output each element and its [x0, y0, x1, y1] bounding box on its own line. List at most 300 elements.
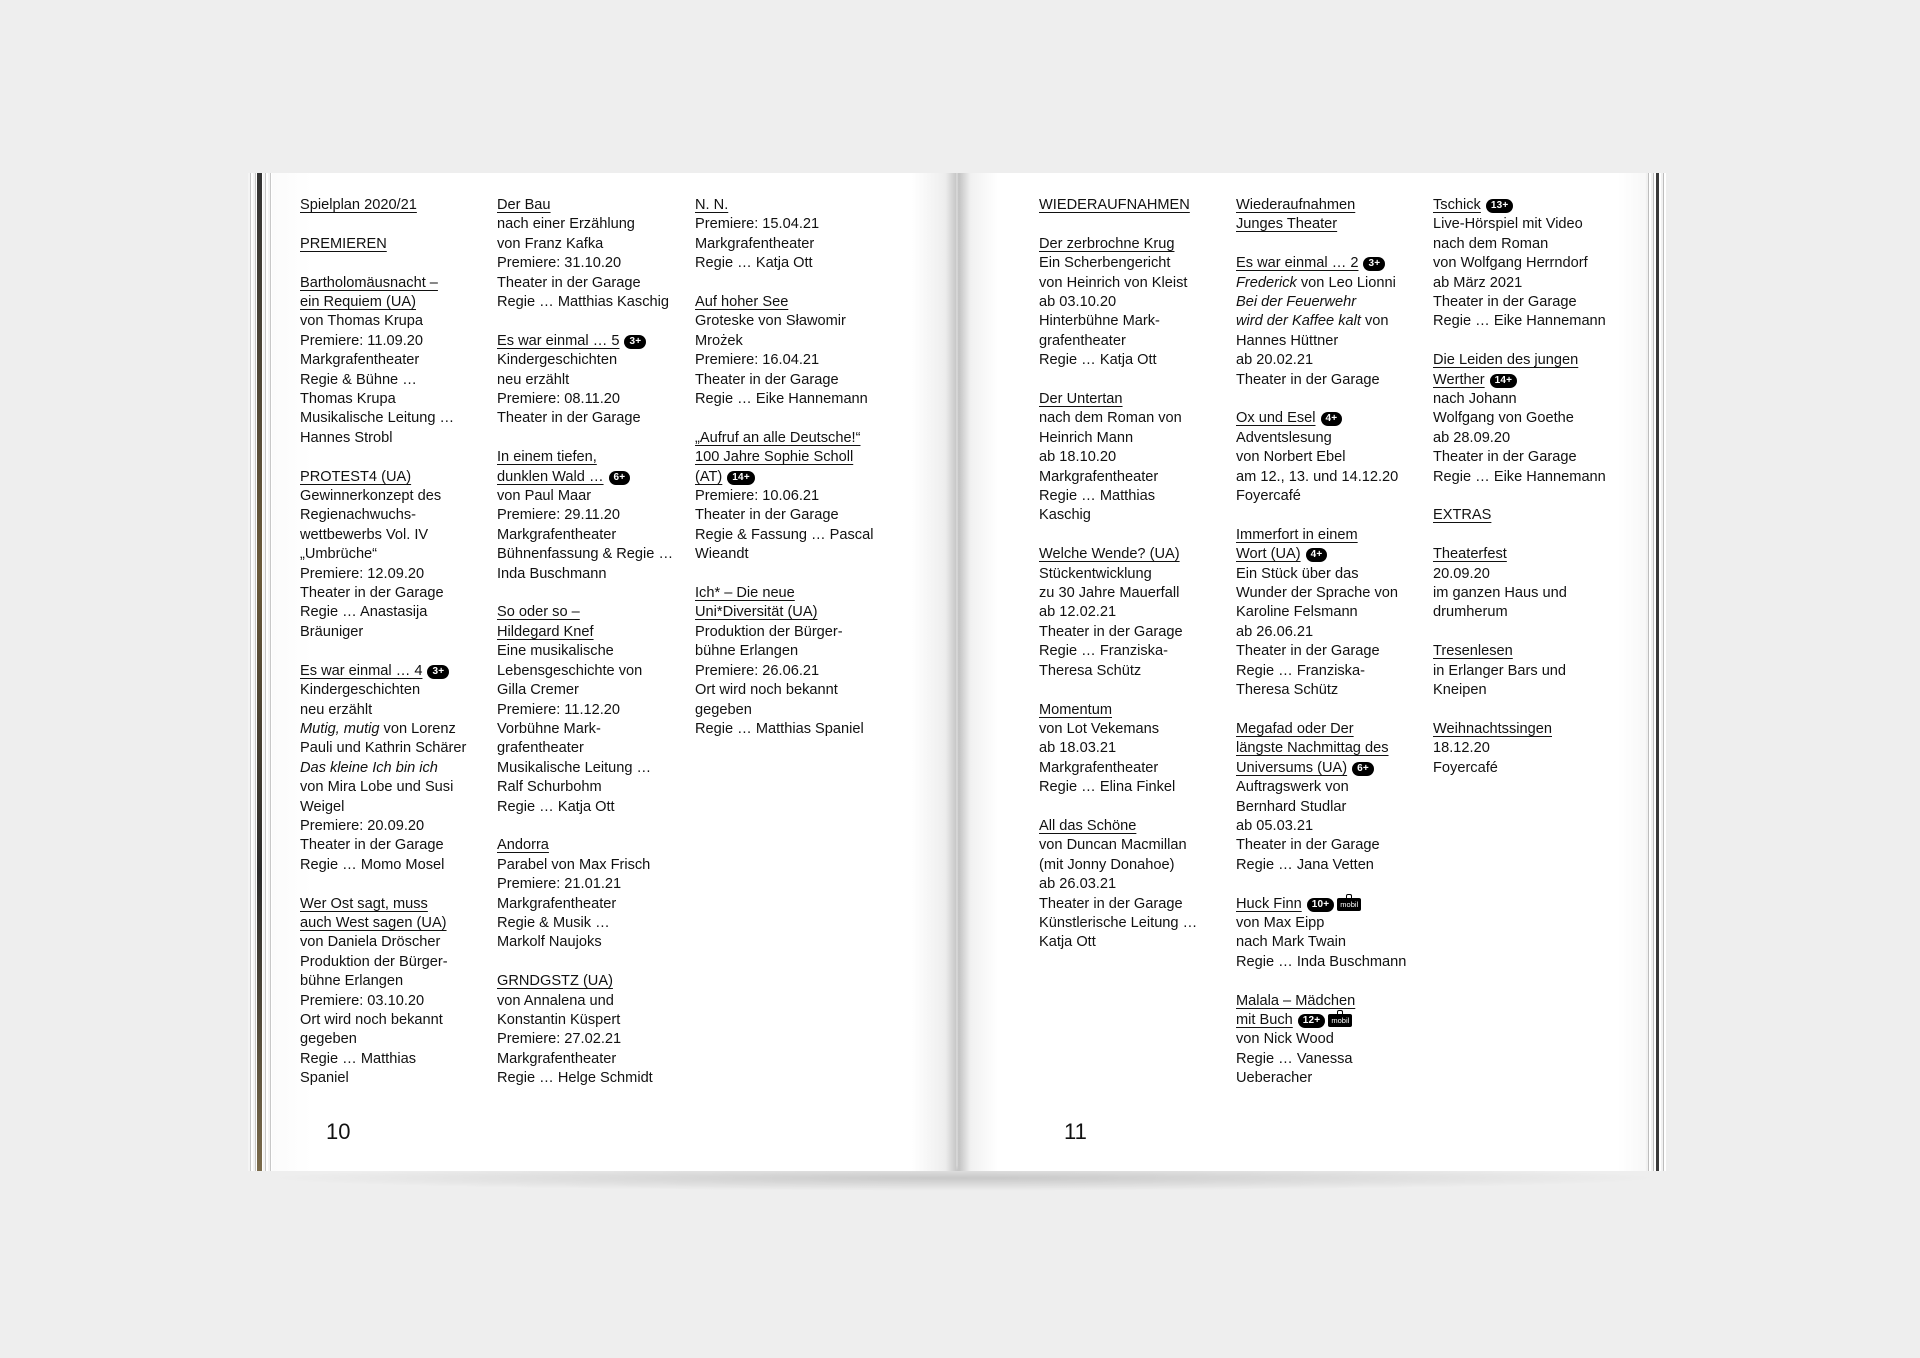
entry-text: Premiere: 27.02.21 — [497, 1031, 622, 1048]
entry-text: grafentheater — [1039, 332, 1126, 349]
entry-line — [695, 254, 895, 273]
entry-line — [1039, 448, 1239, 467]
entry-title-text: GRNDGSTZ (UA) — [497, 973, 613, 990]
entry-text: Bernhard Studlar — [1236, 798, 1347, 815]
entry-title — [1236, 992, 1436, 1011]
entry-text: Theater in der Garage — [1433, 449, 1577, 466]
entry-line — [300, 623, 500, 642]
age-badge: 10+ — [1307, 898, 1335, 912]
entry-text: Musikalische Leitung … — [497, 759, 652, 776]
entry-line — [1039, 274, 1239, 293]
entry-text: Foyercafé — [1236, 488, 1301, 505]
entry-line — [1039, 409, 1239, 428]
entry-title — [1236, 545, 1436, 564]
programme-entry — [695, 429, 895, 565]
entry-title-text: Wiederaufnahmen — [1236, 197, 1356, 213]
entry-line — [497, 1069, 697, 1088]
entry-text: Theater in der Garage — [1236, 837, 1380, 854]
entry-text: nach dem Roman von — [1039, 410, 1182, 427]
age-badge: 14+ — [1490, 374, 1518, 388]
entry-text: ab 05.03.21 — [1236, 817, 1314, 834]
entry-line — [300, 565, 500, 584]
page-edges-right — [1646, 173, 1666, 1171]
entry-line — [300, 506, 500, 525]
entry-title — [497, 623, 697, 642]
entry-line — [1433, 603, 1633, 622]
entry-text: Regie & Bühne … — [300, 371, 417, 388]
entry-text: Premiere: 31.10.20 — [497, 255, 622, 272]
entry-line — [497, 681, 697, 700]
entry-text: Regie … Anastasija — [300, 604, 428, 621]
entry-line — [695, 371, 895, 390]
entry-text: Regie … Matthias — [300, 1050, 416, 1067]
entry-title — [1236, 895, 1436, 914]
entry-text: Adventslesung — [1236, 429, 1332, 446]
entry-text: nach einer Erzählung — [497, 216, 635, 233]
entry-line — [497, 1050, 697, 1069]
entry-text: Premiere: 16.04.21 — [695, 352, 820, 369]
entry-line — [1039, 759, 1239, 778]
entry-line — [695, 720, 895, 739]
programme-entry — [497, 603, 697, 816]
entry-text: Premiere: 11.12.20 — [497, 701, 621, 718]
column-p10-c3 — [695, 196, 895, 759]
entry-text: Konstantin Küspert — [497, 1011, 621, 1028]
programme-entry — [1039, 817, 1239, 953]
entry-line — [1236, 798, 1436, 817]
entry-title — [497, 603, 697, 622]
entry-line — [300, 720, 500, 739]
programme-entry — [300, 274, 500, 449]
work-title-italic: Bei der Feuerwehr — [1236, 294, 1357, 311]
entry-text: Premiere: 10.06.21 — [695, 488, 820, 505]
entry-title — [1236, 739, 1436, 758]
entry-line — [497, 487, 697, 506]
entry-line — [300, 778, 500, 797]
entry-title — [1039, 817, 1239, 836]
entry-line — [1236, 371, 1436, 390]
entry-line — [1433, 409, 1633, 428]
entry-text: Bräuniger — [300, 623, 364, 640]
entry-line — [1039, 487, 1239, 506]
programme-entry — [300, 196, 500, 215]
entry-line — [1433, 235, 1633, 254]
entry-text: Karoline Felsmann — [1236, 604, 1358, 621]
entry-line — [1236, 642, 1436, 661]
entry-title — [1039, 235, 1239, 254]
entry-line — [300, 429, 500, 448]
programme-entry — [1236, 526, 1436, 701]
programme-entry — [1433, 642, 1633, 700]
entry-line — [695, 390, 895, 409]
entry-line — [1236, 778, 1436, 797]
entry-line — [1433, 390, 1633, 409]
entry-line — [695, 662, 895, 681]
entry-title-text: Der Bau — [497, 197, 551, 213]
entry-title — [1433, 720, 1633, 739]
entry-line — [695, 545, 895, 564]
entry-line — [300, 739, 500, 758]
entry-text: drumherum — [1433, 604, 1508, 621]
entry-line — [497, 1030, 697, 1049]
entry-line — [1039, 468, 1239, 487]
entry-text: Produktion der Bürger- — [300, 953, 448, 970]
entry-title-text: Momentum — [1039, 701, 1112, 718]
entry-text: ab 18.10.20 — [1039, 449, 1117, 466]
entry-text: Theater in der Garage — [1433, 294, 1577, 311]
entry-title — [695, 584, 895, 603]
entry-title — [1039, 545, 1239, 564]
entry-title-text: Bartholomäusnacht – — [300, 274, 438, 291]
entry-text: Premiere: 29.11.20 — [497, 507, 621, 524]
programme-entry — [497, 196, 697, 312]
entry-line — [497, 409, 697, 428]
entry-text: Regie … Inda Buschmann — [1236, 953, 1407, 970]
entry-title-text: Ox und Esel — [1236, 410, 1316, 427]
entry-text: Regie … Vanessa — [1236, 1050, 1353, 1067]
entry-line — [1433, 468, 1633, 487]
entry-title — [1433, 545, 1633, 564]
entry-text: im ganzen Haus und — [1433, 585, 1567, 602]
entry-line — [695, 215, 895, 234]
entry-title-text: Es war einmal … 4 — [300, 662, 423, 679]
entry-title-text: längste Nachmittag des — [1236, 740, 1389, 757]
entry-text: neu erzählt — [300, 701, 373, 718]
entry-text: Regie … Eike Hannemann — [695, 391, 868, 408]
entry-title-text: dunklen Wald … — [497, 468, 604, 485]
entry-line — [1433, 429, 1633, 448]
entry-line — [1433, 293, 1633, 312]
entry-line — [1236, 817, 1436, 836]
entry-line — [1236, 662, 1436, 681]
entry-line — [300, 487, 500, 506]
entry-title-text: Die Leiden des jungen — [1433, 352, 1579, 369]
entry-title-text: Tschick — [1433, 197, 1481, 213]
entry-line — [497, 293, 697, 312]
entry-text: Premiere: 26.06.21 — [695, 662, 820, 679]
entry-text: ab 20.02.21 — [1236, 352, 1314, 369]
age-badge: 12+ — [1298, 1014, 1326, 1028]
entry-text: Markgrafentheater — [1039, 468, 1159, 485]
entry-line — [1433, 274, 1633, 293]
entry-text: Mrożek — [695, 332, 743, 349]
text-segment: von Lorenz — [379, 720, 456, 737]
entry-line — [1039, 351, 1239, 370]
entry-text: ab 18.03.21 — [1039, 740, 1117, 757]
entry-title — [300, 468, 500, 487]
entry-title-text: N. N. — [695, 197, 729, 213]
entry-title-text: Weihnachtssingen — [1433, 720, 1552, 737]
entry-line — [300, 545, 500, 564]
entry-title — [1236, 254, 1436, 273]
entry-text: Eine musikalische — [497, 643, 614, 660]
entry-title-text: Universums (UA) — [1236, 759, 1348, 776]
entry-text: neu erzählt — [497, 371, 570, 388]
page-number-right: 11 — [1064, 1119, 1087, 1144]
entry-text: Künstlerische Leitung … — [1039, 914, 1198, 931]
column-p10-c2 — [497, 196, 697, 1108]
entry-text: Theater in der Garage — [1039, 895, 1183, 912]
entry-line — [300, 817, 500, 836]
programme-entry — [1236, 196, 1436, 235]
entry-line — [300, 526, 500, 545]
entry-title-text: Ich* – Die neue — [695, 585, 795, 602]
entry-text: Regie & Fassung … Pascal — [695, 526, 874, 543]
entry-line — [497, 526, 697, 545]
entry-title — [300, 196, 500, 215]
entry-title-text: Wort (UA) — [1236, 546, 1301, 563]
entry-text: Ueberacher — [1236, 1070, 1313, 1087]
entry-line — [1433, 565, 1633, 584]
work-title-italic: Frederick — [1236, 274, 1297, 291]
entry-line — [1236, 429, 1436, 448]
entry-text: von Thomas Krupa — [300, 313, 424, 330]
entry-line — [1236, 448, 1436, 467]
entry-line — [1236, 351, 1436, 370]
entry-title — [1236, 720, 1436, 739]
entry-title-text: mit Buch — [1236, 1011, 1293, 1028]
entry-text: nach Johann — [1433, 391, 1517, 408]
entry-text: Kaschig — [1039, 507, 1091, 524]
entry-text: Ralf Schurbohm — [497, 779, 602, 796]
entry-text: Wieandt — [695, 546, 749, 563]
entry-text: Pauli und Kathrin Schärer — [300, 740, 467, 757]
programme-entry — [497, 972, 697, 1088]
entry-text: Hinterbühne Mark- — [1039, 313, 1160, 330]
entry-line — [300, 1011, 500, 1030]
entry-text: Heinrich Mann — [1039, 429, 1134, 446]
entry-title-text: Hildegard Knef — [497, 623, 594, 640]
entry-text: Regie … Matthias — [1039, 488, 1155, 505]
entry-text: ab 12.02.21 — [1039, 604, 1117, 621]
entry-line — [497, 875, 697, 894]
entry-title-text: Immerfort in einem — [1236, 526, 1358, 543]
entry-line — [1039, 565, 1239, 584]
entry-line — [497, 390, 697, 409]
entry-line — [1039, 895, 1239, 914]
column-p11-c2 — [1236, 196, 1436, 1108]
programme-entry — [1039, 196, 1239, 215]
entry-text: gegeben — [300, 1031, 357, 1048]
entry-title — [300, 662, 500, 681]
age-badge: 6+ — [609, 471, 631, 485]
entry-text: Theresa Schütz — [1236, 682, 1339, 699]
entry-line — [497, 215, 697, 234]
age-badge: 4+ — [1321, 412, 1343, 426]
entry-text: Wunder der Sprache von — [1236, 585, 1398, 602]
entry-text: Premiere: 12.09.20 — [300, 565, 425, 582]
programme-entry — [497, 332, 697, 429]
programme-entry — [1039, 545, 1239, 681]
entry-title-text: Andorra — [497, 837, 549, 854]
entry-title-text: Auf hoher See — [695, 294, 789, 311]
entry-text: Markgrafentheater — [497, 895, 617, 912]
entry-text: Markgrafentheater — [695, 235, 815, 252]
entry-text: von Norbert Ebel — [1236, 449, 1346, 466]
entry-text: Regie & Musik … — [497, 914, 610, 931]
entry-title — [1236, 215, 1436, 234]
entry-text: ab 26.06.21 — [1236, 623, 1314, 640]
column-p11-c1 — [1039, 196, 1239, 972]
entry-line — [300, 332, 500, 351]
entry-line — [1039, 312, 1239, 331]
programme-entry — [300, 662, 500, 875]
entry-title-text: PREMIEREN — [300, 235, 387, 252]
entry-line — [1039, 332, 1239, 351]
programme-entry — [1433, 506, 1633, 525]
entry-title-text: PROTEST4 (UA) — [300, 468, 412, 485]
entry-text: Thomas Krupa — [300, 391, 396, 408]
entry-text: Ort wird noch bekannt — [300, 1011, 443, 1028]
entry-text: in Erlanger Bars und — [1433, 662, 1567, 679]
entry-line — [1236, 584, 1436, 603]
entry-title-text: Malala – Mädchen — [1236, 992, 1356, 1009]
entry-title — [497, 972, 697, 991]
entry-title-text: Welche Wende? (UA) — [1039, 546, 1180, 563]
entry-line — [1433, 215, 1633, 234]
entry-title-text: auch West sagen (UA) — [300, 914, 447, 931]
entry-line — [497, 759, 697, 778]
programme-entry — [1039, 701, 1239, 798]
entry-text: Theater in der Garage — [695, 371, 839, 388]
entry-line — [300, 1069, 500, 1088]
age-badge: 4+ — [1306, 548, 1328, 562]
programme-entry — [300, 895, 500, 1089]
entry-line — [695, 506, 895, 525]
work-title-italic: Das kleine Ich bin ich — [300, 759, 438, 776]
entry-text: Markgrafentheater — [497, 1050, 617, 1067]
entry-line — [300, 933, 500, 952]
entry-text: nach dem Roman — [1433, 235, 1549, 252]
entry-text: Regie … Eike Hannemann — [1433, 313, 1606, 330]
entry-text: Regie … Helge Schmidt — [497, 1070, 653, 1087]
entry-line — [1433, 584, 1633, 603]
entry-title-text: Junges Theater — [1236, 216, 1338, 233]
entry-title — [497, 448, 697, 467]
entry-line — [1039, 506, 1239, 525]
entry-line — [300, 1050, 500, 1069]
entry-text: Wolfgang von Goethe — [1433, 410, 1574, 427]
entry-line — [497, 1011, 697, 1030]
entry-line — [1039, 603, 1239, 622]
entry-line — [1236, 914, 1436, 933]
entry-line — [1236, 603, 1436, 622]
entry-text: Theater in der Garage — [1236, 643, 1380, 660]
entry-title-text: Tresenlesen — [1433, 643, 1513, 660]
entry-title — [1039, 701, 1239, 720]
entry-title-text: All das Schöne — [1039, 817, 1137, 834]
text-segment: von Leo Lionni — [1296, 274, 1396, 291]
entry-line — [1236, 681, 1436, 700]
entry-text: „Umbrüche“ — [300, 546, 378, 563]
entry-text: von Annalena und — [497, 992, 614, 1009]
entry-title — [300, 235, 500, 254]
entry-title-text: Es war einmal … 5 — [497, 332, 620, 349]
entry-title — [695, 429, 895, 448]
entry-line — [1039, 429, 1239, 448]
entry-line — [695, 701, 895, 720]
entry-title — [1039, 390, 1239, 409]
entry-text: Musikalische Leitung … — [300, 410, 455, 427]
entry-line — [497, 274, 697, 293]
programme-entry — [1433, 720, 1633, 778]
entry-text: Regienachwuchs- — [300, 507, 417, 524]
programme-entry — [695, 293, 895, 409]
programme-entry — [695, 196, 895, 274]
entry-line — [1236, 487, 1436, 506]
entry-title-text: ein Requiem (UA) — [300, 294, 416, 310]
entry-title-text: Huck Finn — [1236, 895, 1302, 912]
entry-text: ab März 2021 — [1433, 274, 1523, 291]
entry-text: Premiere: 20.09.20 — [300, 817, 425, 834]
entry-text: Premiere: 15.04.21 — [695, 216, 820, 233]
entry-line — [497, 914, 697, 933]
entry-text: wettbewerbs Vol. IV — [300, 526, 429, 543]
entry-text: Premiere: 03.10.20 — [300, 992, 425, 1009]
entry-title — [695, 448, 895, 467]
programme-entry — [1039, 390, 1239, 526]
entry-text: Regie … Matthias Spaniel — [695, 720, 864, 737]
entry-text: Gilla Cremer — [497, 682, 579, 699]
entry-line — [497, 506, 697, 525]
work-title-italic: Mutig, mutig — [300, 720, 380, 737]
entry-text: Kindergeschichten — [497, 352, 618, 369]
entry-line — [497, 720, 697, 739]
entry-line — [1433, 681, 1633, 700]
entry-line — [1039, 836, 1239, 855]
entry-text: grafentheater — [497, 740, 584, 757]
entry-text: nach Mark Twain — [1236, 934, 1347, 951]
entry-title — [300, 293, 500, 312]
entry-title — [300, 914, 500, 933]
entry-text: Gewinnerkonzept des — [300, 488, 442, 505]
entry-line — [695, 235, 895, 254]
entry-line — [1039, 662, 1239, 681]
entry-line — [300, 1030, 500, 1049]
entry-text: von Wolfgang Herrndorf — [1433, 255, 1588, 272]
entry-text: Auftragswerk von — [1236, 779, 1349, 796]
entry-title — [497, 468, 697, 487]
entry-text: Premiere: 21.01.21 — [497, 876, 622, 893]
entry-text: Markgrafentheater — [300, 352, 420, 369]
page-number-left: 10 — [326, 1119, 351, 1144]
entry-line — [695, 623, 895, 642]
entry-line — [695, 487, 895, 506]
entry-line — [1039, 254, 1239, 273]
entry-line — [497, 254, 697, 273]
entry-line — [1433, 662, 1633, 681]
entry-text: Bühnenfassung & Regie … — [497, 546, 674, 563]
entry-title-text: Es war einmal … 2 — [1236, 255, 1359, 272]
programme-entry — [1433, 545, 1633, 623]
entry-title-text: Uni*Diversität (UA) — [695, 604, 818, 621]
programme-entry — [1236, 409, 1436, 506]
entry-text: bühne Erlangen — [695, 643, 799, 660]
entry-text: Live-Hörspiel mit Video — [1433, 216, 1583, 233]
entry-line — [1433, 759, 1633, 778]
entry-line — [1039, 584, 1239, 603]
entry-line — [1236, 1050, 1436, 1069]
entry-line — [1236, 565, 1436, 584]
entry-line — [1039, 875, 1239, 894]
entry-text: ab 26.03.21 — [1039, 876, 1117, 893]
entry-title-text: Wer Ost sagt, muss — [300, 895, 428, 912]
entry-text: ab 03.10.20 — [1039, 294, 1117, 311]
entry-line — [300, 312, 500, 331]
entry-text: Stückentwicklung — [1039, 565, 1152, 582]
work-title-italic: wird der Kaffee kalt — [1236, 313, 1361, 330]
entry-line — [695, 312, 895, 331]
